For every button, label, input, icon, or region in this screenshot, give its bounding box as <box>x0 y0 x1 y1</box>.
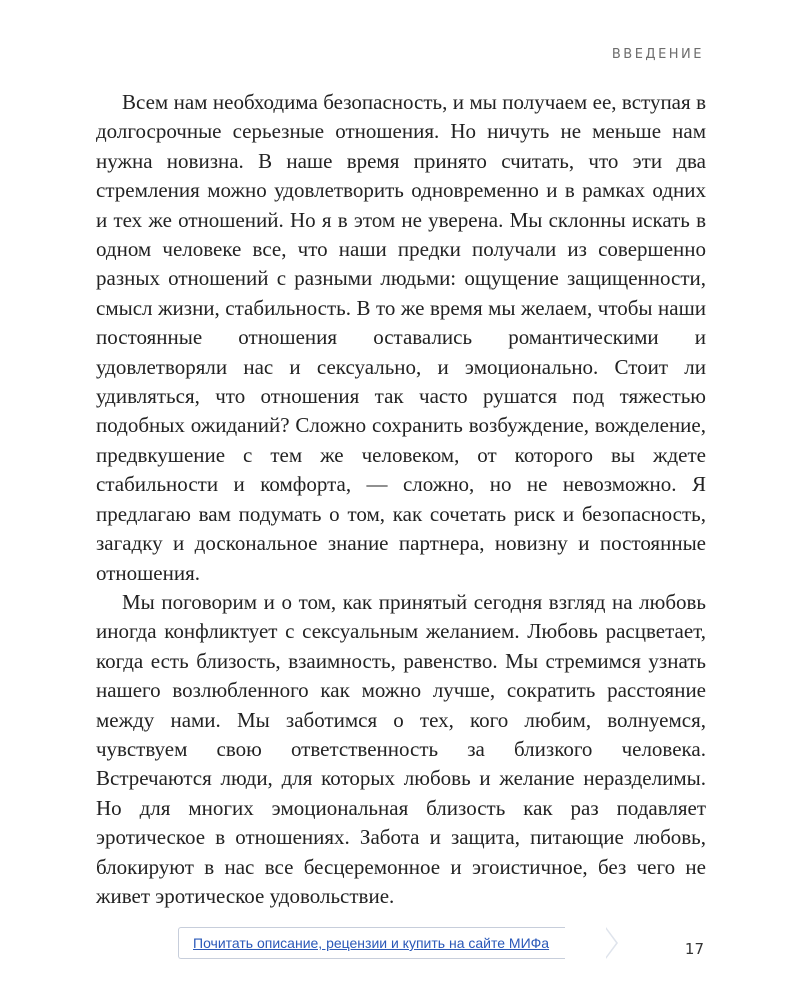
paragraph: Мы поговорим и о том, как принятый сегодня взгляд на любовь иногда конфликтует с сексуальным желанием. Любовь расцветает, когда есть близость, взаимность, равенство. Мы стремимся узнать нашего возлюбленного как можно лучше, сократить расстояние между нами. Мы заботимся о тех, кого любим, волнуемся, чувствуем свою ответственность за близкого человека. Встречаются люди, для которых любовь и желание неразделимы. Но для многих эмоциональная близость как раз подавляет эротическое в отношениях. Забота и защита, питающие любовь, блокируют в нас все бесцеремонное и эгоистичное, без чего не живет эротическое удовольствие. <box>96 589 706 908</box>
body-text <box>96 88 706 911</box>
buy-on-mif-link[interactable]: Почитать описание, рецензии и купить на сайте МИФа <box>178 927 565 959</box>
running-head: ВВЕДЕНИЕ <box>611 47 704 62</box>
paragraph: Всем нам необходима безопасность, и мы получаем ее, вступая в долгосрочные серьезные отношения. Но ничуть не меньше нам нужна новизна. В наше время принято считать, что эти два стремления можно удовлетворить одновременно и в рамках одних и тех же отношений. Но я в этом не уверена. Мы склонны искать в одном человеке все, что наши предки получали из совершенно разных отношений с разными людьми: ощущение защищенности, смысл жизни, стабильность. В то же время мы желаем, чтобы наши постоянные отношения оставались романтическими и удовлетворяли нас и сексуально, и эмоционально. Стоит ли удивляться, что отношения так часто рушатся под тяжестью подобных ожиданий? Сложно сохранить возбуждение, вожделение, предвкушение с тем же человеком, от которого вы ждете стабильности и комфорта, — сложно, но не невозможно. Я предлагаю вам подумать о том, как сочетать риск и безопасность, загадку и доскональное знание партнера, новизну и постоянные отношения. <box>96 90 706 585</box>
promo-arrow-fill <box>605 928 616 958</box>
page-number: 17 <box>684 940 704 958</box>
